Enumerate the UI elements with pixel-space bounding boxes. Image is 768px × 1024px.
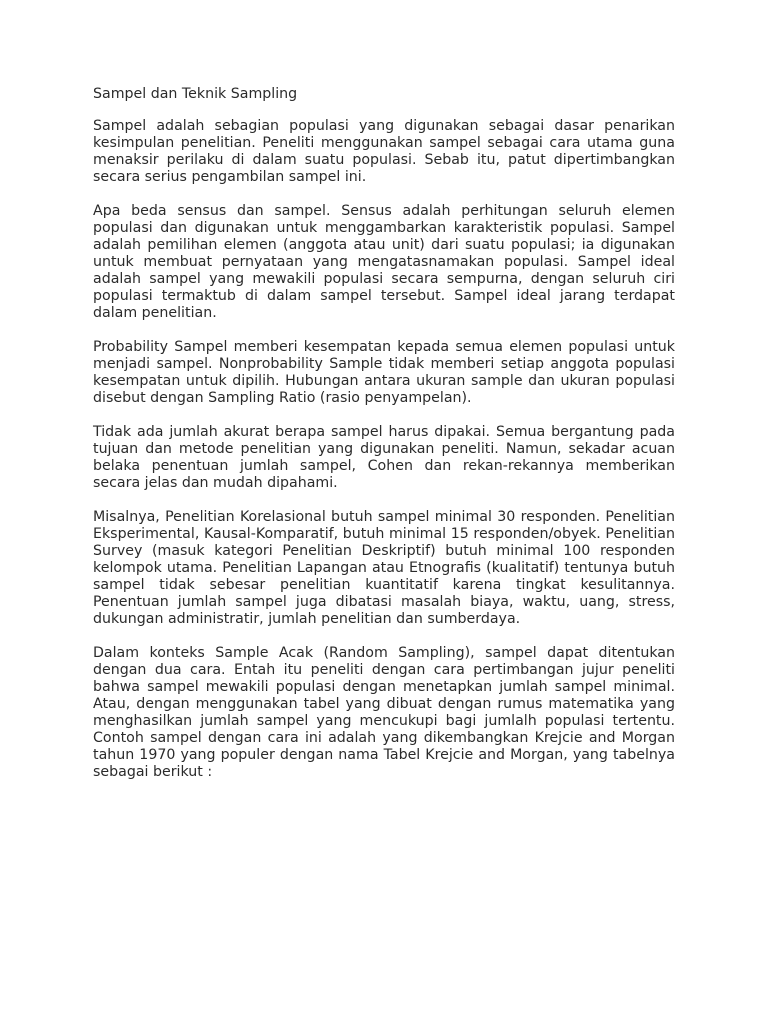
document-title: Sampel dan Teknik Sampling: [93, 86, 298, 102]
paragraph-jumlah-sampel: Tidak ada jumlah akurat berapa sampel harus dipakai. Semua bergantung pada tujuan dan metode penelitian yang digunakan peneliti. Namun, sekadar acuan belaka penentuan jumlah sampel, Cohen dan rekan-rekannya memberikan secara jelas dan mudah dipahami.: [93, 424, 675, 491]
document-body: [93, 86, 675, 798]
paragraph-sensus-vs-sampel: Apa beda sensus dan sampel. Sensus adalah perhitungan seluruh elemen populasi dan digunakan untuk menggambarkan karakteristik populasi. Sampel adalah pemilihan elemen (anggota atau unit) dari suatu populasi; ia digunakan untuk membuat pernyataan yang mengatasnamakan populasi. Sampel ideal adalah sampel yang mewakili populasi secara sempurna, dengan seluruh ciri populasi termaktub di dalam sampel tersebut. Sampel ideal jarang terdapat dalam penelitian.: [93, 203, 675, 321]
paragraph-probability-sampel: Probability Sampel memberi kesempatan kepada semua elemen populasi untuk menjadi sampel. Nonprobability Sample tidak memberi setiap anggota populasi kesempatan untuk dipilih. Hubungan antara ukuran sample dan ukuran populasi disebut dengan Sampling Ratio (rasio penyampelan).: [93, 339, 675, 406]
paragraph-random-sampling: Dalam konteks Sample Acak (Random Sampling), sampel dapat ditentukan dengan dua cara. Entah itu peneliti dengan cara pertimbangan jujur peneliti bahwa sampel mewakili populasi dengan menetapkan jumlah sampel minimal. Atau, dengan menggunakan tabel yang dibuat dengan rumus matematika yang menghasilkan jumlah sampel yang mencukupi bagi jumlalh populasi tertentu. Contoh sampel dengan cara ini adalah yang dikembangkan Krejcie and Morgan tahun 1970 yang populer dengan nama Tabel Krejcie and Morgan, yang tabelnya sebagai berikut :: [93, 645, 675, 780]
paragraph-contoh-penelitian: Misalnya, Penelitian Korelasional butuh sampel minimal 30 responden. Penelitian Eksperimental, Kausal-Komparatif, butuh minimal 15 responden/obyek. Penelitian Survey (masuk kategori Penelitian Deskriptif) butuh minimal 100 responden kelompok utama. Penelitian Lapangan atau Etnografis (kualitatif) tentunya butuh sampel tidak sebesar penelitian kuantitatif karena tingkat kesulitannya. Penentuan jumlah sampel juga dibatasi masalah biaya, waktu, uang, stress, dukungan administratir, jumlah penelitian dan sumberdaya.: [93, 509, 675, 627]
paragraph-sampel-definition: Sampel adalah sebagian populasi yang digunakan sebagai dasar penarikan kesimpulan penelitian. Peneliti menggunakan sampel sebagai cara utama guna menaksir perilaku di dalam suatu populasi. Sebab itu, patut dipertimbangkan secara serius pengambilan sampel ini.: [93, 118, 675, 185]
